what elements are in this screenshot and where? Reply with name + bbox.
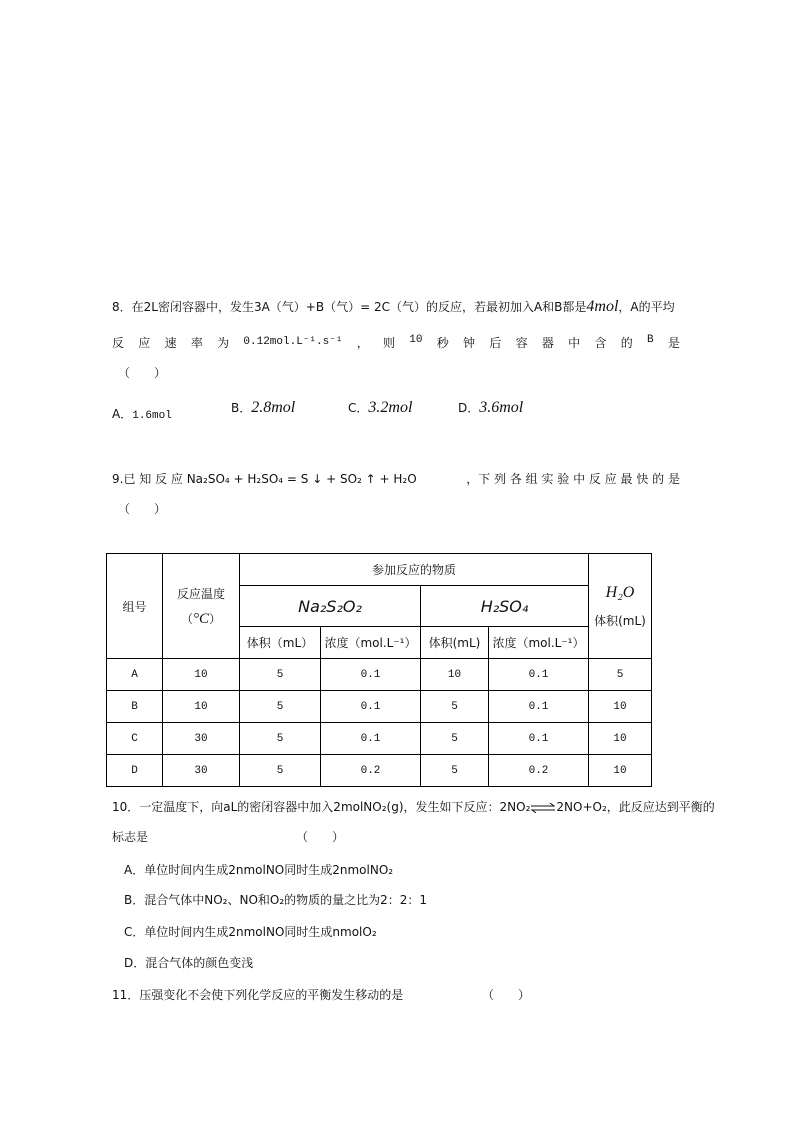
q11-text: 11．压强变化不会使下列化学反应的平衡发生移动的是 (112, 988, 404, 1002)
table-cell: 10 (589, 723, 652, 755)
table-cell: 0.1 (489, 691, 589, 723)
q8-option-c-text: 3.2mol (368, 399, 413, 416)
table-cell: 0.1 (321, 723, 421, 755)
table-cell: 10 (163, 691, 240, 723)
table-cell: 5 (240, 659, 321, 691)
header-temp (163, 554, 240, 659)
table-cell: 5 (240, 691, 321, 723)
table-body (107, 659, 652, 787)
experiment-table (106, 553, 652, 787)
q8-line2-token: 秒 (436, 336, 449, 350)
header-h2so4: H₂SO₄ (421, 586, 589, 627)
table-cell: 10 (589, 691, 652, 723)
equilibrium-arrow-icon (530, 803, 556, 813)
q8-option-b-text: 2.8mol (251, 399, 296, 416)
q9-line1-right: ，下 列 各 组 实 验 中 反 应 最 快 的 是 (466, 472, 680, 486)
table-cell: 10 (589, 755, 652, 787)
table-cell: 5 (421, 691, 489, 723)
q10-option-b: B．混合气体中NO₂、NO和O₂的物质的量之比为2：2：1 (124, 893, 428, 907)
table-row (107, 691, 652, 723)
header-water-formula: H₂O (605, 583, 635, 601)
q8-line2-token: 速 (164, 336, 177, 350)
q8-line2-token: 0.12mol.L⁻¹.s⁻¹ (243, 336, 343, 348)
q8-option-d-label: D． (458, 401, 480, 415)
header-water (589, 554, 652, 659)
q8-line2-token: 含 (594, 336, 607, 350)
table-cell: 5 (589, 659, 652, 691)
header-temp-unit-wrap: （°C） (180, 610, 222, 627)
q8-line2-token: ， (356, 336, 369, 350)
table-cell: 30 (163, 755, 240, 787)
table-cell: A (107, 659, 163, 691)
q8-option-d-text: 3.6mol (479, 399, 524, 416)
q8-line2-token: 10 (409, 334, 423, 346)
header-conc-2: 浓度（mol.L⁻¹） (489, 627, 589, 659)
q8-math-4mol: 4mol (586, 298, 619, 315)
q10-paren: （ ） (296, 830, 345, 844)
q10-line1-text-a: 10．一定温度下，向aL的密闭容器中加入2molNO₂(g)，发生如下反应：2NO₂ (112, 800, 531, 814)
q10-line1-text-b: 2NO+O₂，此反应达到平衡的 (556, 800, 715, 814)
table-cell: 0.1 (489, 659, 589, 691)
q10-line2-text: 标志是 (112, 830, 149, 844)
table-cell: D (107, 755, 163, 787)
table-cell: 10 (163, 659, 240, 691)
q8-option-c-label: C． (348, 401, 369, 415)
q8-option-b (231, 399, 295, 417)
header-na2s2o2: Na₂S₂O₂ (240, 586, 421, 627)
q8-option-a (112, 405, 172, 422)
q8-line1 (112, 298, 675, 316)
q8-line2-token: 钟 (463, 336, 476, 350)
q8-line2-token: 的 (620, 336, 633, 350)
table-cell: 5 (240, 723, 321, 755)
table-row (107, 723, 652, 755)
q8-line1-text-b: ，A的平均 (618, 300, 675, 314)
q8-line2-token: 中 (568, 336, 581, 350)
header-volume-2: 体积(mL) (421, 627, 489, 659)
table-cell: 0.1 (321, 659, 421, 691)
q10-option-d: D．混合气体的颜色变浅 (124, 956, 254, 970)
table-cell: 5 (421, 723, 489, 755)
q10-option-c: C．单位时间内生成2nmolNO同时生成nmolO₂ (124, 925, 377, 939)
table-cell: 0.2 (321, 755, 421, 787)
q8-option-a-label: A． (112, 407, 133, 421)
table-cell: 5 (240, 755, 321, 787)
q8-line2-token: B (647, 334, 654, 346)
header-temp-unit: °C (192, 610, 209, 627)
header-water-sub: 体积(mL) (594, 613, 646, 628)
q8-option-c (348, 399, 412, 417)
q11-line (112, 986, 403, 1003)
q9-line1-left: 9.已 知 反 应 Na₂SO₄ + H₂SO₄ = S ↓ + SO₂ ↑ + H₂O (112, 472, 417, 486)
table-cell: 5 (421, 755, 489, 787)
q8-option-a-text: 1.6mol (132, 410, 172, 422)
q8-line2-token: 为 (217, 336, 230, 350)
table-cell: B (107, 691, 163, 723)
header-volume-1: 体积（mL） (240, 627, 321, 659)
header-reactants: 参加反应的物质 (240, 554, 589, 586)
q9-paren: （ ） (118, 502, 167, 516)
header-temp-label: 反应温度 (176, 586, 225, 601)
table-cell: C (107, 723, 163, 755)
q8-line2-token: 容 (515, 336, 528, 350)
q10-line1 (112, 798, 715, 815)
q10-option-a: A．单位时间内生成2nmolNO同时生成2nmolNO₂ (124, 863, 394, 877)
table-cell: 0.2 (489, 755, 589, 787)
q11-paren: （ ） (482, 988, 531, 1002)
table-cell: 10 (421, 659, 489, 691)
q8-line2-token: 率 (190, 336, 203, 350)
q8-line1-text-a: 8．在2L密闭容器中，发生3A（气）+B（气）= 2C（气）的反应，若最初加入A和B都是 (112, 300, 587, 314)
q8-line2-token: 器 (541, 336, 554, 350)
table-row (107, 755, 652, 787)
table-cell: 0.1 (321, 691, 421, 723)
q8-line2-token: 则 (383, 336, 396, 350)
q8-line2-token: 是 (667, 336, 680, 350)
q8-line2-token: 应 (138, 336, 151, 350)
header-conc-1: 浓度（mol.L⁻¹） (321, 627, 421, 659)
q8-option-d (458, 399, 523, 417)
q8-line2-token: 后 (489, 336, 502, 350)
q8-option-b-label: B． (231, 401, 252, 415)
table-cell: 30 (163, 723, 240, 755)
q8-paren: （ ） (118, 366, 167, 380)
table-row (107, 659, 652, 691)
header-group: 组号 (107, 554, 163, 659)
q8-line2-token: 反 (112, 336, 125, 350)
table-cell: 0.1 (489, 723, 589, 755)
q9-line1 (112, 470, 680, 487)
q10-line2 (112, 828, 148, 845)
q8-line2 (112, 334, 680, 351)
